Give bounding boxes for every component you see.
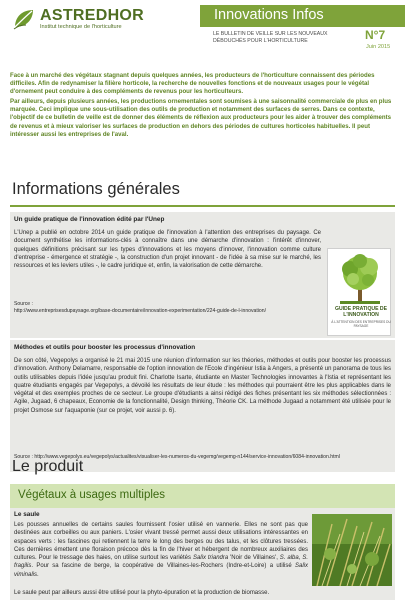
saule-heading-text: Le saule [14,511,40,518]
vegetaux-title: Végétaux à usages multiples [18,489,166,501]
innovations-band [200,5,405,27]
issue-date: Juin 2015 [366,44,391,50]
bulletin-description [213,31,333,44]
saule-species-2: S. alba, S. fragilis [14,555,308,570]
logo-subtitle: Institut technique de l'horticulture [40,24,122,30]
intro-text [10,72,395,139]
bulletin-line-2: DÉBOUCHÉS POUR L'HORTICULTURE [213,37,308,44]
article-heading-unep: Un guide pratique de l'innovation édité par l'Unep [14,216,165,223]
bulletin-title: Innovations Infos [214,7,324,23]
book-subtitle: À L'ATTENTION DES ENTREPRISES DU PAYSAGE [331,320,391,328]
bulletin-line-1: LE BULLETIN DE VEILLE SUR LES NOUVEAUX [213,31,328,37]
saule-species-1: Salix triandra [192,555,229,562]
issue-number: N°7 [365,28,386,42]
willow-photo-icon [312,514,392,586]
tree-illustration-icon [328,251,392,307]
section-title-general: Informations générales [12,180,180,198]
astredhor-logo [12,6,187,34]
guide-book-cover [327,248,391,336]
article-body-unep: L'Unep a publié en octobre 2014 un guide pratique de l'innovation à l'attention des entreprises du paysage. Ce document synthétise les informations-clés à connaître dans une démarche d'innovation : l'intérêt d'innover, quelques définitions précisant sur les types d'innovations et les moyens d'innover, l'innovation comme culture d'entreprise - émergence et stratégie -, la construction d'un projet innovant - de l'idée à sa mise sur le marché, les ressources et les leviers utiles -, le cadre juridique et, enfin, la valorisation de cette démarche. [14,230,321,270]
saule-body-part-2: 'Noir de Villaines', [228,555,280,562]
article-heading-vegepolys: Méthodes et outils pour booster les processus d'innovation [14,344,196,351]
article-body-saule [14,521,308,579]
section-divider [10,205,395,207]
saule-body-part-4: . [37,571,39,578]
saule-species-3: Salix viminalis [14,563,308,578]
intro-paragraph-1: Face à un marché des végétaux stagnant depuis quelques années, les producteurs de l'horticulture connaissent des périodes difficiles. Afin de redynamiser la filière horticole, la recherche de nouvelles fonctions et de nouveaux usages pour le végétal d'ornement peut conduire à des compléments de revenus pour les horticulteurs. [10,72,375,96]
header [0,0,405,62]
vegetaux-band [10,484,395,509]
saule-body-part-1: Les pousses annuelles de certains saules fournissent l'osier utilisé en vannerie. Elles ne sont pas que destinées aux corbeilles ou aux paniers. L'osier vivant tressé permet aussi deux utilisations intéressantes en espaces verts : les fascines qui retiennent la terre le long des berges ou des talus, et les clôtures tressées. Ces dernières émettent une floraison précoce dès la fin de l'hiver et hébergent de nombreux auxiliaires des cultures. Pour le tressage des haies, on utilise surtout les variétés [14,522,308,562]
article-source-link-unep[interactable]: http://www.entreprisesdupaysage.org/base-documentaire/innovation-experimentation/224-guide-de-l-innovation/ [14,308,267,314]
article-source-label-unep: Source : [14,301,33,307]
astredhor-leaf-logo-icon [12,7,36,31]
logo-title: ASTREDHOR [40,7,145,24]
article-heading-saule [14,511,40,518]
saule-body-part-3: . Pour sa fascine de berge, la coopérative de Villaines-les-Rochers (Indre-et-Loire) a utilisé [31,563,295,570]
book-title: GUIDE PRATIQUE DE L'INNOVATION [335,306,387,318]
intro-paragraph-2: Par ailleurs, depuis plusieurs années, les productions ornementales sont soumises à une saisonnalité commerciale de plus en plus marquée. Ceci implique une sous-utilisation des outils de production et notamment des surfaces de serres. Dans ce contexte, l'objectif de ce bulletin de veille est de donner des éléments de réflexion aux producteurs pour les aider à trouver des compléments de revenus et à mieux valoriser les surfaces de production en dehors des périodes de cultures horticoles habituelles. Il peut intéresser aussi les entreprises de l'aval. [10,98,392,138]
article-body-vegepolys: De son côté, Vegepolys a organisé le 21 mai 2015 une réunion d'information sur les théories, méthodes et outils pour booster les processus d'innovation. Anthony Delamarre, responsable de l'option innovation de l'Ecole d'ingénieur Istia à Angers, a présenté un panorama de tous les outils utilisables depuis l'idée jusqu'au produit fini. Charlotte Isarte, étudiante en Master Technologies innovantes à l'Istia et représentant les quatre étudiants engagés par Vegepolys, a dévoilé les résultats de leur étude : les méthodes qui pourraient être les plus applicables dans le végétal et des exemples proches de ce secteur. Le groupe d'étudiants a ainsi rédigé des fiches présentant les six méthodes sélectionnées : Agile, Jugaad, 6 chapeaux, Economie de la fonctionnalité, Design thinking, Théorie CK. La méthode Jugaad a notamment été utilisée pour le projet Osmose sur l'aquaponie (sur ce projet, voir aussi p. 6). [14,358,391,414]
article-last-line-saule: Le saule peut par ailleurs aussi être utilisé pour la phyto-épuration et la production de biomasse. [14,590,270,596]
article-source-vegepolys[interactable]: Source : http://www.vegepolys.eu/vegepolys/actualites/visualiser-les-numeros-du-vegemg/vegemg-n144/service-innovation/6084-innovation.html [14,454,340,460]
section-title-produit: Le produit [12,458,84,475]
